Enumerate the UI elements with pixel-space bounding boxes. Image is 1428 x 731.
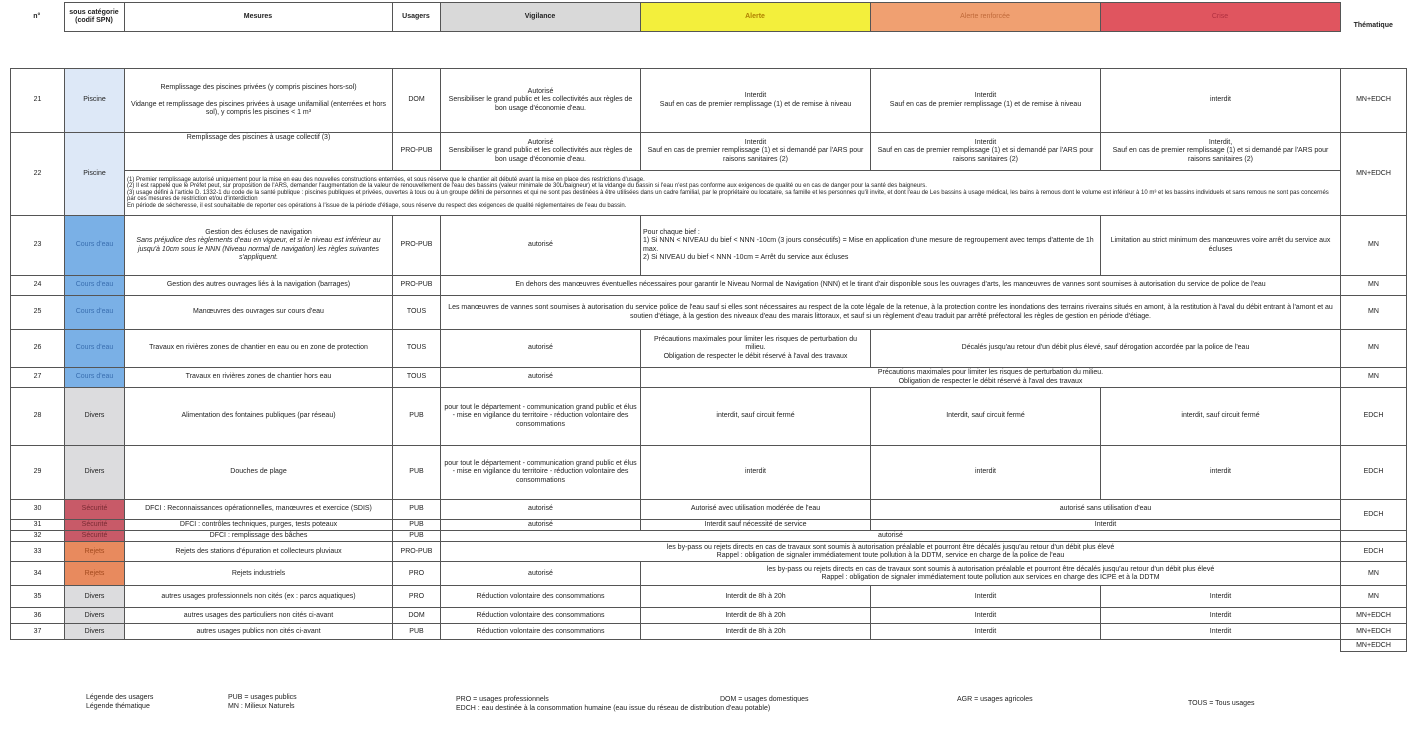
usagers-cell: DOM	[393, 608, 441, 624]
row-num: 29	[11, 446, 65, 500]
usagers-cell: PUB	[393, 531, 441, 542]
header-num: n°	[33, 12, 41, 20]
alerte-cell: Interdit Sauf en cas de premier remplissage (1) et de remise à niveau	[641, 69, 871, 133]
header-alerte: Alerte	[640, 3, 870, 32]
table-row	[11, 446, 1407, 500]
usagers-cell: DOM	[393, 69, 441, 133]
row-num: 32	[11, 531, 65, 542]
row-num: 28	[11, 388, 65, 446]
restrictions-table	[10, 68, 1407, 652]
mesure-cell: DFCI : remplissage des bâches	[125, 531, 393, 542]
row-num: 37	[11, 624, 65, 640]
usagers-cell: PRO	[393, 562, 441, 586]
header-alerte-renforcee: Alerte renforcée	[870, 3, 1100, 32]
category-cell: Cours d'eau	[65, 216, 125, 276]
vigilance-cell: pour tout le département - communication grand public et élus - mise en vigilance du territoire - réduction volontaire des consommations	[441, 388, 641, 446]
header-thematique: Thématique	[1353, 22, 1393, 30]
footnote-cell: (1) Premier remplissage autorisé uniquement pour la mise en eau des nouvelles constructions enterrées, et sous réserve que le chantier ait débuté avant la mise en place des restrictions d'usage. (2) Il est rappelé que le Préfet peut, sur proposition de l'ARS, demander l'augmentation de la valeur de renouvellement de l'eau des bassins (valeur minimale de 30L/baigneur) et la vidange du bassin si l'eau n'est pas conforme aux exigences de qualité ou en cas de danger pour la santé des baigneurs. (3) usage défini à l'article D. 1332-1 du code de la santé publique : piscines publiques et privées, ouvertes à tous ou à un groupe défini de personnes et qui ne sont pas destinées à être utilisées dans un cadre familial, par le propriétaire ou locataire, sa famille et les personnes qu'il invite, et dont l'eau de Les bassins à usage médical, les bains à remous dont le volume est inférieur à 10 m³ et les bassins individuels et sans remous ne sont pas concernés par ces mesures de restriction et/ou d'interdiction En période de sécheresse, il est souhaitable de reporter ces opérations à l'issue de la période d'étiage, sous réserve du respect des exigences de qualité réglementaires de l'eau du bassin.	[125, 171, 1341, 216]
category-cell: Cours d'eau	[65, 296, 125, 330]
legend-pro: PRO = usages professionnels	[456, 696, 549, 703]
usagers-cell: PRO-PUB	[393, 133, 441, 171]
usagers-cell: PUB	[393, 624, 441, 640]
usagers-cell: PUB	[393, 388, 441, 446]
alerte-cell: Précautions maximales pour limiter les risques de perturbation du milieu. Obligation de respecter le débit réservé à l'aval des travaux	[641, 330, 871, 368]
category-cell: Rejets	[65, 542, 125, 562]
empty-cell	[11, 640, 1341, 652]
crise-cell: interdit	[1101, 446, 1341, 500]
category-cell: Piscine	[65, 133, 125, 216]
row-num: 33	[11, 542, 65, 562]
vigilance-cell: autorisé	[441, 520, 641, 531]
mesure-cell: autres usages des particuliers non cités ci-avant	[125, 608, 393, 624]
table-row	[11, 69, 1407, 133]
thematique-cell: EDCH	[1341, 388, 1407, 446]
alerte-cell: Interdit sauf nécessité de service	[641, 520, 871, 531]
legend-mn: MN : Milieux Naturels	[228, 703, 295, 710]
legend-edch: EDCH : eau destinée à la consommation humaine (eau issue du réseau de distribution d'eau potable)	[456, 705, 771, 712]
table-row	[11, 562, 1407, 586]
thematique-cell: MN+EDCH	[1341, 69, 1407, 133]
alerte-cell: Pour chaque bief : 1) Si NNN < NIVEAU du bief < NNN -10cm (3 jours consécutifs) = Mise en application d'une mesure de regroupement avec temps d'attente de 1h max. 2) Si NIVEAU du bief < NNN -10cm = Arrêt du service aux écluses	[641, 216, 1101, 276]
crise-cell: Interdit	[1101, 586, 1341, 608]
category-cell: Cours d'eau	[65, 330, 125, 368]
merged-cell: les by-pass ou rejets directs en cas de travaux sont soumis à autorisation préalable et pourront être décalés jusqu'au retour d'un débit plus élevé Rappel : obligation de signaler immédiatement toute pollution à la DDTM, service en charge de la police de l'eau	[441, 542, 1341, 562]
table-row	[11, 276, 1407, 296]
thematique-cell: MN	[1341, 276, 1407, 296]
thematique-cell: MN	[1341, 586, 1407, 608]
mesure-cell	[125, 216, 393, 276]
crise-cell: Interdit	[1101, 608, 1341, 624]
vigilance-cell: autorisé	[441, 216, 641, 276]
thematique-cell: MN+EDCH	[1341, 640, 1407, 652]
legend-pub: PUB = usages publics	[228, 694, 297, 701]
alerte-cell: Interdit de 8h à 20h	[641, 624, 871, 640]
alerte-renforcee-cell: interdit	[871, 446, 1101, 500]
row-num: 34	[11, 562, 65, 586]
thematique-cell: MN	[1341, 330, 1407, 368]
alerte-renforcee-cell: Interdit Sauf en cas de premier remplissage (1) et si demandé par l'ARS pour raisons sanitaires (2)	[871, 133, 1101, 171]
category-cell: Piscine	[65, 69, 125, 133]
thematique-cell: MN+EDCH	[1341, 608, 1407, 624]
mesure-title: Gestion des écluses de navigation	[205, 229, 312, 237]
category-cell: Cours d'eau	[65, 276, 125, 296]
usagers-cell: TOUS	[393, 330, 441, 368]
category-cell: Rejets	[65, 562, 125, 586]
crise-cell: Interdit, Sauf en cas de premier remplissage (1) et si demandé par l'ARS pour raisons sanitaires (2)	[1101, 133, 1341, 171]
merged-cell: Précautions maximales pour limiter les risques de perturbation du milieu. Obligation de respecter le débit réservé à l'aval des travaux	[641, 368, 1341, 388]
table-row	[11, 608, 1407, 624]
legend-agr: AGR = usages agricoles	[957, 696, 1033, 703]
row-num: 35	[11, 586, 65, 608]
usagers-cell: TOUS	[393, 296, 441, 330]
vigilance-cell: Autorisé Sensibiliser le grand public et les collectivités aux règles de bon usage d'économie d'eau.	[441, 133, 641, 171]
alerte-cell: interdit	[641, 446, 871, 500]
merged-cell: Les manœuvres de vannes sont soumises à autorisation du service police de l'eau sauf si elles sont nécessaires au respect de la cote légale de la retenue, à la protection contre les inondations des terrains riverains situés en amont, à la restitution à l'aval du débit entrant à l'amont et au soutien d'étiage, à la gestion des niveaux d'eau des marais littoraux, et sauf si un règlement d'eau traduit par arrêté préfectoral les règles de gestion en période d'étiage.	[441, 296, 1341, 330]
vigilance-cell: autorisé	[441, 368, 641, 388]
vigilance-cell: Réduction volontaire des consommations	[441, 608, 641, 624]
mesure-cell: Manœuvres des ouvrages sur cours d'eau	[125, 296, 393, 330]
legend-tous: TOUS = Tous usages	[1188, 700, 1255, 707]
row-num: 24	[11, 276, 65, 296]
category-cell: Divers	[65, 446, 125, 500]
usagers-cell: PUB	[393, 520, 441, 531]
alerte-renforcee-cell: Interdit Sauf en cas de premier remplissage (1) et de remise à niveau	[871, 69, 1101, 133]
crise-cell: interdit, sauf circuit fermé	[1101, 388, 1341, 446]
row-num: 30	[11, 500, 65, 520]
thematique-cell: EDCH	[1341, 446, 1407, 500]
legend-usagers-title: Légende des usagers	[86, 694, 154, 701]
alerte-cell: interdit, sauf circuit fermé	[641, 388, 871, 446]
crise-cell: interdit	[1101, 69, 1341, 133]
category-cell: Sécurité	[65, 531, 125, 542]
merged-cell: les by-pass ou rejets directs en cas de travaux sont soumis à autorisation préalable et pourront être décalés jusqu'au retour d'un débit plus élevé Rappel : obligation de signaler immédiatement toute pollution aux services en charge des ICPE et à la DDTM	[641, 562, 1341, 586]
header-table	[10, 2, 1406, 32]
table-row	[11, 542, 1407, 562]
mesure-cell: Remplissage des piscines à usage collectif (3)	[125, 133, 393, 171]
table-row	[11, 500, 1407, 520]
row-num: 21	[11, 69, 65, 133]
mesure-cell: Alimentation des fontaines publiques (par réseau)	[125, 388, 393, 446]
row-num: 36	[11, 608, 65, 624]
alerte-cell: Interdit de 8h à 20h	[641, 608, 871, 624]
mesure-note: Sans préjudice des règlements d'eau en vigueur, et si le niveau est inférieur au jusqu'à 10cm sous le NNN (Niveau normal de navigation) les règles suivantes s'appliquent.	[136, 237, 381, 261]
mesure-cell: Gestion des autres ouvrages liés à la navigation (barrages)	[125, 276, 393, 296]
crise-cell: Limitation au strict minimum des manœuvres voire arrêt du service aux écluses	[1101, 216, 1341, 276]
category-cell: Sécurité	[65, 520, 125, 531]
thematique-cell: EDCH	[1341, 542, 1407, 562]
mesure-cell: autres usages publics non cités ci-avant	[125, 624, 393, 640]
row-num: 27	[11, 368, 65, 388]
vigilance-cell: autorisé	[441, 500, 641, 520]
thematique-cell: MN	[1341, 562, 1407, 586]
mesure-cell: Travaux en rivières zones de chantier hors eau	[125, 368, 393, 388]
table-row	[11, 531, 1407, 542]
thematique-cell: MN	[1341, 368, 1407, 388]
alerte-renforcee-cell: Interdit	[871, 624, 1101, 640]
table-row	[11, 640, 1407, 652]
header-sous-categorie: sous catégorie (codif SPN)	[64, 3, 124, 32]
usagers-cell: PUB	[393, 446, 441, 500]
category-cell: Divers	[65, 388, 125, 446]
merged-cell: Décalés jusqu'au retour d'un débit plus élevé, sauf dérogation accordée par la police de l'eau	[871, 330, 1341, 368]
mesure-cell: Rejets des stations d'épuration et collecteurs pluviaux	[125, 542, 393, 562]
vigilance-cell: Réduction volontaire des consommations	[441, 586, 641, 608]
category-cell: Sécurité	[65, 500, 125, 520]
crise-cell: Interdit	[1101, 624, 1341, 640]
merged-cell: autorisé sans utilisation d'eau	[871, 500, 1341, 520]
vigilance-cell: autorisé	[441, 330, 641, 368]
category-cell: Divers	[65, 586, 125, 608]
alerte-renforcee-cell: Interdit	[871, 586, 1101, 608]
thematique-cell	[1341, 531, 1407, 542]
usagers-cell: PRO-PUB	[393, 542, 441, 562]
category-cell: Divers	[65, 624, 125, 640]
legend	[0, 694, 1428, 724]
thematique-cell: MN	[1341, 296, 1407, 330]
usagers-cell: PRO	[393, 586, 441, 608]
thematique-cell: MN+EDCH	[1341, 133, 1407, 216]
table-row	[11, 133, 1407, 171]
usagers-cell: TOUS	[393, 368, 441, 388]
vigilance-cell: pour tout le département - communication grand public et élus - mise en vigilance du territoire - réduction volontaire des consommations	[441, 446, 641, 500]
table-row	[11, 388, 1407, 446]
table-row-note	[11, 171, 1407, 216]
usagers-cell: PRO-PUB	[393, 216, 441, 276]
row-num: 22	[11, 133, 65, 216]
header-mesures: Mesures	[124, 3, 392, 32]
table-row	[11, 520, 1407, 531]
table-row	[11, 586, 1407, 608]
thematique-cell: MN	[1341, 216, 1407, 276]
category-cell: Cours d'eau	[65, 368, 125, 388]
mesure-cell: DFCI : contrôles techniques, purges, tests poteaux	[125, 520, 393, 531]
header-usagers: Usagers	[392, 3, 440, 32]
thematique-cell: MN+EDCH	[1341, 624, 1407, 640]
usagers-cell: PUB	[393, 500, 441, 520]
usagers-cell: PRO-PUB	[393, 276, 441, 296]
row-num: 23	[11, 216, 65, 276]
row-num: 25	[11, 296, 65, 330]
mesure-cell: Douches de plage	[125, 446, 393, 500]
legend-thematique-title: Légende thématique	[86, 703, 150, 710]
alerte-renforcee-cell: Interdit	[871, 608, 1101, 624]
thematique-cell: EDCH	[1341, 500, 1407, 531]
header-crise: Crise	[1100, 3, 1340, 32]
alerte-cell: Interdit de 8h à 20h	[641, 586, 871, 608]
mesure-cell: Travaux en rivières zones de chantier en eau ou en zone de protection	[125, 330, 393, 368]
table-row	[11, 624, 1407, 640]
vigilance-cell: Réduction volontaire des consommations	[441, 624, 641, 640]
vigilance-cell: autorisé	[441, 562, 641, 586]
mesure-cell: Rejets industriels	[125, 562, 393, 586]
category-cell: Divers	[65, 608, 125, 624]
table-row	[11, 330, 1407, 368]
alerte-cell: Interdit Sauf en cas de premier remplissage (1) et si demandé par l'ARS pour raisons sanitaires (2)	[641, 133, 871, 171]
mesure-cell: autres usages professionnels non cités (ex : parcs aquatiques)	[125, 586, 393, 608]
row-num: 31	[11, 520, 65, 531]
alerte-cell: Autorisé avec utilisation modérée de l'eau	[641, 500, 871, 520]
merged-cell: autorisé	[441, 531, 1341, 542]
vigilance-cell: Autorisé Sensibiliser le grand public et les collectivités aux règles de bon usage d'économie d'eau.	[441, 69, 641, 133]
mesure-cell: DFCI : Reconnaissances opérationnelles, manœuvres et exercice (SDIS)	[125, 500, 393, 520]
header-vigilance: Vigilance	[440, 3, 640, 32]
table-row	[11, 216, 1407, 276]
legend-dom: DOM = usages domestiques	[720, 696, 809, 703]
row-num: 26	[11, 330, 65, 368]
mesure-cell: Remplissage des piscines privées (y compris piscines hors-sol) Vidange et remplissage des piscines privées à usage unifamilial (enterrées et hors sol), y compris les piscines < 1 m³	[125, 69, 393, 133]
table-row	[11, 368, 1407, 388]
alerte-renforcee-cell: Interdit, sauf circuit fermé	[871, 388, 1101, 446]
merged-cell: En dehors des manœuvres éventuelles nécessaires pour garantir le Niveau Normal de Navigation (NNN) et le tirant d'air disponible sous les ouvrages d'arts, les manœuvres de vannes sont soumises à autorisation du service de police de l'eau	[441, 276, 1341, 296]
table-row	[11, 296, 1407, 330]
merged-cell: Interdit	[871, 520, 1341, 531]
